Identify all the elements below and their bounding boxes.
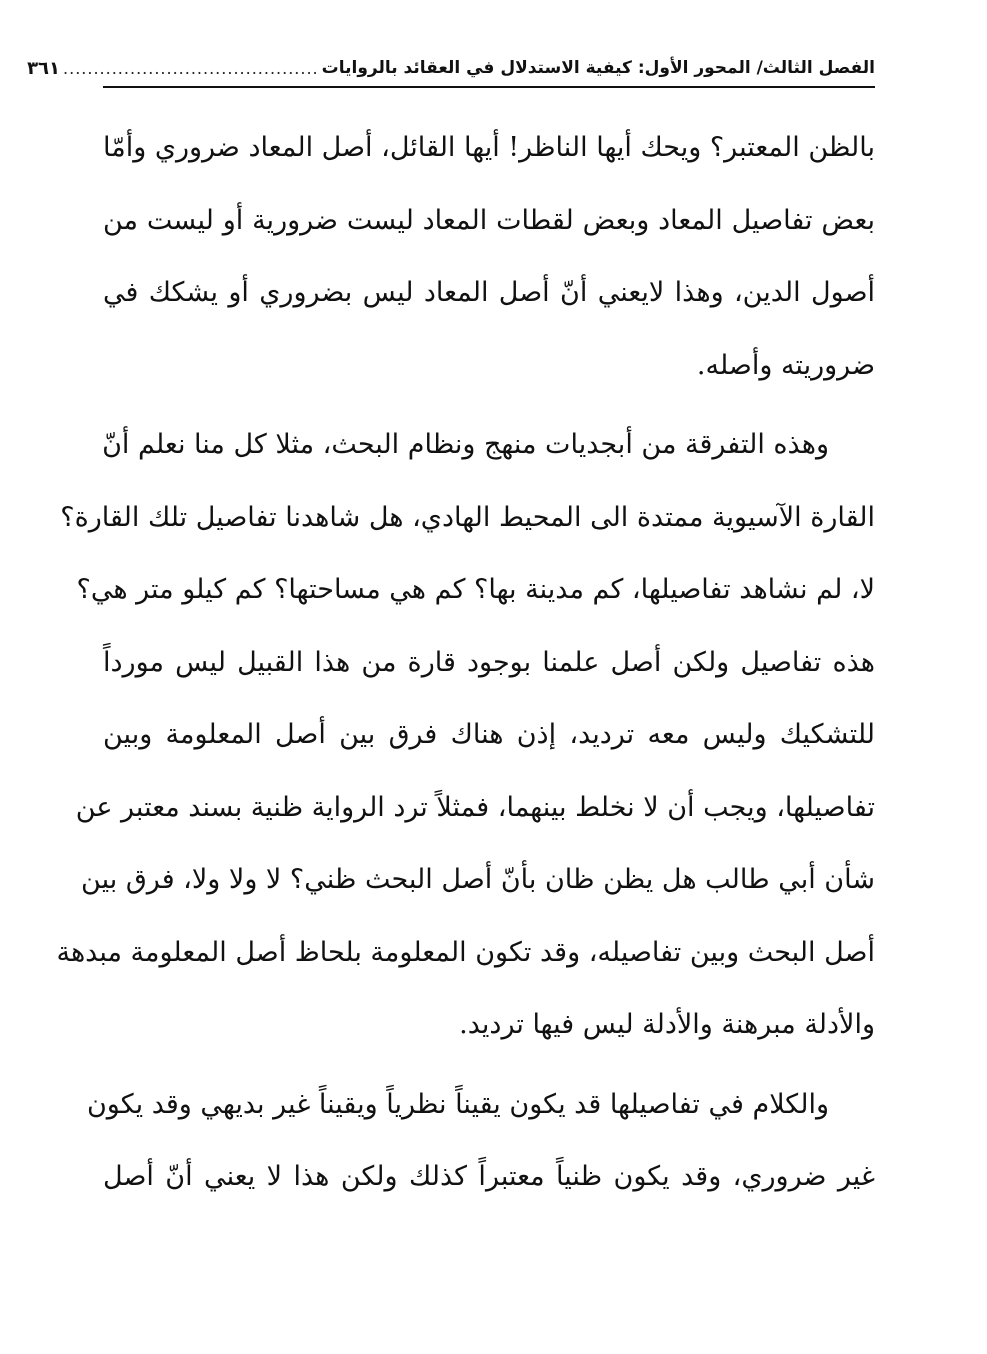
text-line: وهذه التفرقة من أبجديات منهج ونظام البحث، مثلا كل منا نعلم أنّ xyxy=(102,429,829,460)
text-line: للتشكيك وليس معه ترديد، إذن هناك فرق بين أصل المعلومة وبين xyxy=(103,719,875,750)
chapter-title: الفصل الثالث/ المحور الأول: كيفية الاستدلال في العقائد بالروايات xyxy=(321,58,875,78)
text-line: أصل البحث وبين تفاصيله، وقد تكون المعلومة بلحاظ أصل المعلومة مبدهة xyxy=(56,936,875,968)
page-number: ٣٦١ xyxy=(27,57,61,79)
text-line: هذه تفاصيل ولكن أصل علمنا بوجود قارة من هذا القبيل ليس مورداً xyxy=(103,646,875,678)
text-line: تفاصيلها، ويجب أن لا نخلط بينهما، فمثلاً ترد الرواية ظنية بسند معتبر عن xyxy=(75,791,875,823)
text-line: والأدلة مبرهنة والأدلة ليس فيها ترديد. xyxy=(459,1009,875,1040)
text-line: شأن أبي طالب هل يظن ظان بأنّ أصل البحث ظني؟ لا ولا ولا، فرق بين xyxy=(81,864,875,895)
page-body xyxy=(56,112,875,1214)
text-line: غير ضروري، وقد يكون ظنياً معتبراً كذلك ولكن هذا لا يعني أنّ أصل xyxy=(103,1161,875,1192)
text-line: بالظن المعتبر؟ ويحك أيها الناظر! أيها القائل، أصل المعاد ضروري وأمّا xyxy=(103,132,875,163)
text-line: والكلام في تفاصيلها قد يكون يقيناً نظرياً ويقيناً غير بديهي وقد يكون xyxy=(86,1088,829,1120)
text-line: القارة الآسيوية ممتدة الى المحيط الهادي، هل شاهدنا تفاصيل تلك القارة؟ xyxy=(60,501,875,533)
text-line: ضروريته وأصله. xyxy=(696,349,875,381)
text-line: لا، لم نشاهد تفاصيلها، كم مدينة بها؟ كم هي مساحتها؟ كم كيلو متر هي؟ xyxy=(76,574,875,605)
text-line: أصول الدين، وهذا لايعني أنّ أصل المعاد ليس بضروري أو يشكك في xyxy=(103,277,875,308)
paragraph xyxy=(86,1069,875,1214)
running-header xyxy=(27,50,875,88)
header-leader-dots: .......................................... xyxy=(63,58,319,78)
paragraph xyxy=(56,409,875,1062)
text-line: بعض تفاصيل المعاد وبعض لقطات المعاد ليست ضرورية أو ليست من xyxy=(103,204,875,236)
paragraph xyxy=(103,112,875,402)
